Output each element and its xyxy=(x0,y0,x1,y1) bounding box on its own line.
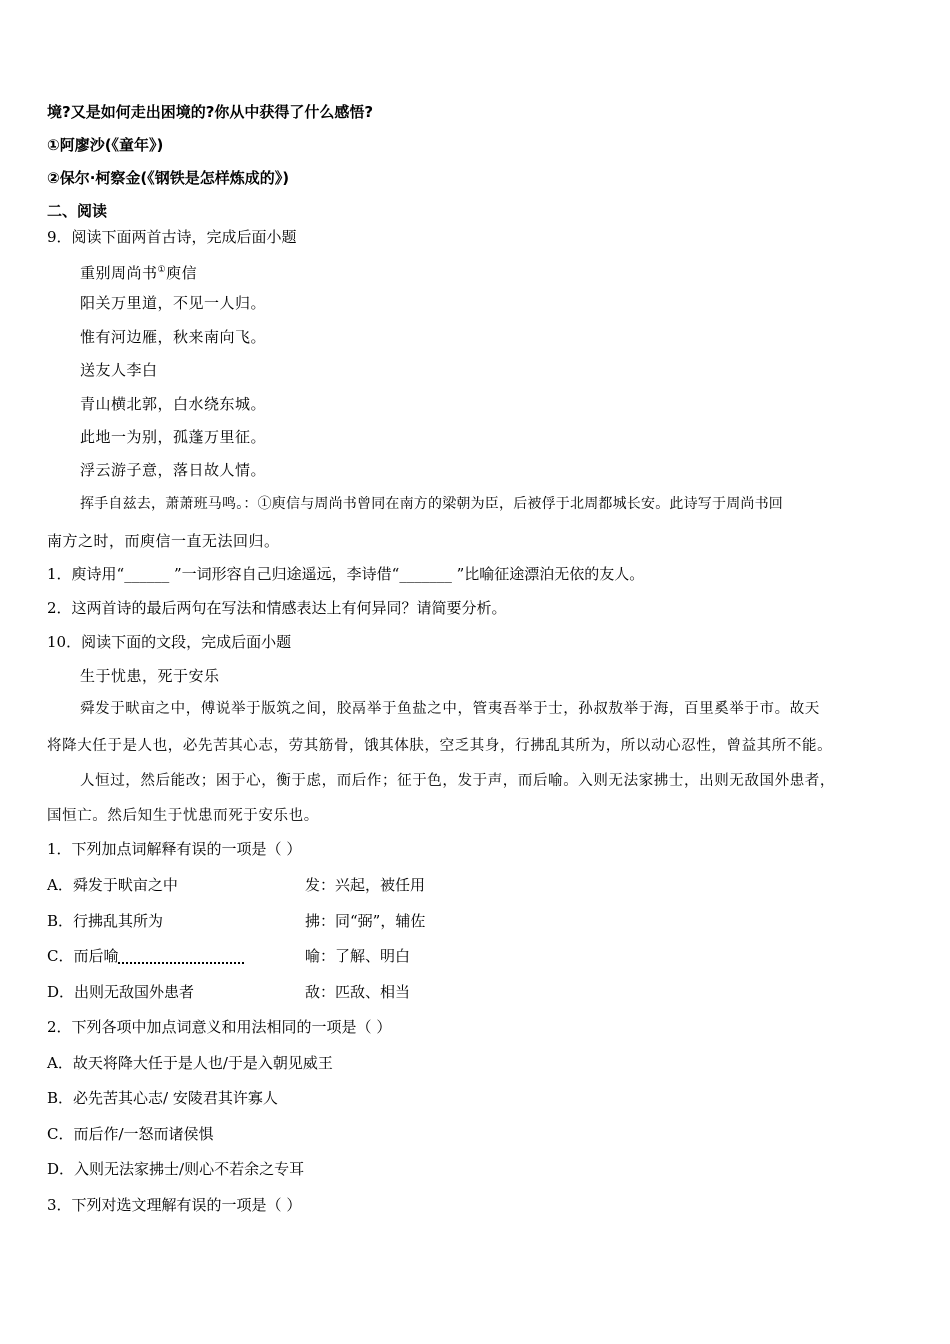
question-9-1: 1．庾诗用“______ ”一词形容自己归途遥远，李诗借“_______ ”比喻征途漂泊无依的友人。 xyxy=(47,565,645,583)
option-a xyxy=(47,875,950,895)
text-line-2: ①阿廖沙(《童年》) xyxy=(47,136,164,154)
option-d xyxy=(47,982,950,1002)
option-c-definition: 喻：了解、明白 xyxy=(305,947,411,965)
question-10-1: 1．下列加点词解释有误的一项是（ ） xyxy=(47,840,302,858)
option-c xyxy=(47,946,950,966)
option-b-text: B．行拂乱其所为 xyxy=(47,912,164,930)
poem2-line-4: 挥手自兹去，萧萧班马鸣。：①庾信与周尚书曾同在南方的梁朝为臣，后被俘于北周都城长安。此诗写于周尚书回 xyxy=(80,496,783,512)
question-10: 10．阅读下面的文段，完成后面小题 xyxy=(47,633,292,651)
q2-option-a: A．故天将降大任于是人也/于是入朝见威王 xyxy=(47,1054,333,1072)
emphasis-dots xyxy=(118,950,244,964)
option-b xyxy=(47,911,950,931)
option-a-text: A．舜发于畎亩之中 xyxy=(47,876,178,894)
text-line-1: 境?又是如何走出困境的?你从中获得了什么感悟? xyxy=(47,103,374,121)
question-9: 9．阅读下面两首古诗，完成后面小题 xyxy=(47,228,297,246)
poem1-line-2: 惟有河边雁，秋来南向飞。 xyxy=(80,328,267,346)
poem2-line-5: 南方之时，而庾信一直无法回归。 xyxy=(47,532,280,550)
option-d-text: D．出则无敌国外患者 xyxy=(47,983,195,1001)
option-c-text: C．而后喻 xyxy=(47,947,119,965)
essay-p1-a: 舜发于畎亩之中，傅说举于版筑之间，胶鬲举于鱼盐之中，管夷吾举于士，孙叔敖举于海，百里奚举于市。故天 xyxy=(80,701,820,717)
essay-p2-a: 人恒过，然后能改；困于心，衡于虑，而后作；征于色，发于声，而后喻。入则无法家拂士，出则无敌国外患者， xyxy=(80,773,835,789)
option-a-definition: 发：兴起，被任用 xyxy=(305,876,426,894)
q2-option-d: D．入则无法家拂士/则心不若余之专耳 xyxy=(47,1160,305,1178)
question-10-3: 3．下列对选文理解有误的一项是（ ） xyxy=(47,1196,302,1214)
question-10-2: 2．下列各项中加点词意义和用法相同的一项是（ ） xyxy=(47,1018,392,1036)
poem1-title-line xyxy=(80,260,950,283)
poem1-note-mark: ① xyxy=(157,265,167,275)
poem2-line-3: 浮云游子意，落日故人情。 xyxy=(80,461,267,479)
essay-title: 生于忧患，死于安乐 xyxy=(80,667,220,685)
option-d-definition: 敌：匹敌、相当 xyxy=(305,983,411,1001)
section-heading: 二、阅读 xyxy=(47,202,108,220)
poem2-line-1: 青山横北郭，白水绕东城。 xyxy=(80,395,267,413)
option-b-definition: 拂：同“弼”，辅佐 xyxy=(305,912,426,930)
poem1-title: 重别周尚书 xyxy=(80,264,158,282)
essay-p2-b: 国恒亡。然后知生于忧患而死于安乐也。 xyxy=(47,808,319,824)
q2-option-c: C．而后作/一怒而诸侯惧 xyxy=(47,1125,214,1143)
text-line-3: ②保尔·柯察金(《钢铁是怎样炼成的》) xyxy=(47,169,290,187)
poem1-author: 庾信 xyxy=(166,264,198,282)
poem2-line-2: 此地一为别，孤蓬万里征。 xyxy=(80,428,267,446)
question-9-2: 2．这两首诗的最后两句在写法和情感表达上有何异同？请简要分析。 xyxy=(47,599,507,617)
poem1-line-1: 阳关万里道，不见一人归。 xyxy=(80,294,267,312)
essay-p1-b: 将降大任于是人也，必先苦其心志，劳其筋骨，饿其体肤，空乏其身，行拂乱其所为，所以动心忍性，曾益其所不能。 xyxy=(47,738,833,754)
poem2-title: 送友人李白 xyxy=(80,361,158,379)
q2-option-b: B．必先苦其心志/ 安陵君其许寡人 xyxy=(47,1089,278,1107)
